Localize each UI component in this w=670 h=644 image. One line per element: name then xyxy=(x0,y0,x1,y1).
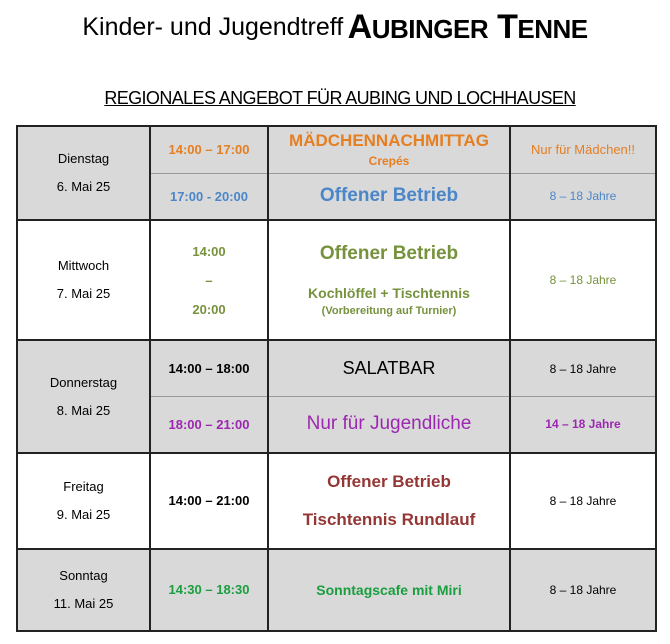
time-start: 14:00 xyxy=(192,243,226,259)
day-cell-thursday xyxy=(17,340,150,452)
age-cell: 8 – 18 Jahre xyxy=(510,173,656,220)
activity-title: Offener Betrieb xyxy=(327,471,451,491)
day-cell-wednesday xyxy=(17,220,150,340)
activity-subtitle: Tischtennis Rundlauf xyxy=(302,509,476,529)
day-name: Freitag xyxy=(63,478,104,494)
day-cell-tuesday xyxy=(17,126,150,220)
title-venue-initial-t: T xyxy=(497,8,518,46)
title-venue-rest-a: UBINGER xyxy=(371,14,489,44)
title-venue xyxy=(348,8,588,46)
activity-cell: Sonntagscafe mit Miri xyxy=(268,549,510,631)
day-date: 9. Mai 25 xyxy=(56,506,111,522)
title-venue-initial-a: A xyxy=(347,8,372,46)
day-name: Donnerstag xyxy=(49,374,118,390)
age-cell: 8 – 18 Jahre xyxy=(510,340,656,396)
activity-cell: Nur für Jugendliche xyxy=(268,397,510,453)
time-cell: 14:30 – 18:30 xyxy=(150,549,268,631)
age-cell: Nur für Mädchen!! xyxy=(510,126,656,173)
title-prefix: Kinder- und Jugendtreff xyxy=(82,13,344,41)
activity-cell xyxy=(268,126,510,173)
activity-title: MÄDCHENNACHMITTAG xyxy=(289,131,489,151)
day-date: 8. Mai 25 xyxy=(56,402,111,418)
time-dash: – xyxy=(205,272,213,288)
day-cell-sunday xyxy=(17,549,150,631)
table-row-tuesday-1 xyxy=(17,126,656,173)
table-row-friday xyxy=(17,453,656,549)
table-row-sunday xyxy=(17,549,656,631)
day-name: Dienstag xyxy=(57,151,110,167)
day-name: Sonntag xyxy=(59,567,108,583)
day-date: 11. Mai 25 xyxy=(53,595,114,611)
title-venue-rest-t: ENNE xyxy=(517,14,588,44)
time-cell: 14:00 – 21:00 xyxy=(150,453,268,549)
activity-cell xyxy=(268,220,510,340)
activity-title: Offener Betrieb xyxy=(319,243,459,265)
day-cell-friday xyxy=(17,453,150,549)
page-subtitle: REGIONALES ANGEBOT FÜR AUBING UND LOCHHAUSEN xyxy=(104,88,576,108)
day-date: 6. Mai 25 xyxy=(56,179,111,195)
table-row-thursday-1 xyxy=(17,340,656,396)
schedule-table xyxy=(16,125,657,632)
table-row-wednesday xyxy=(17,220,656,340)
day-name: Mittwoch xyxy=(57,258,110,274)
activity-cell: Offener Betrieb xyxy=(268,173,510,220)
activity-cell xyxy=(268,453,510,549)
activity-note: (Vorbereitung auf Turnier) xyxy=(321,305,457,318)
age-cell: 8 – 18 Jahre xyxy=(510,549,656,631)
time-cell: 18:00 – 21:00 xyxy=(150,397,268,453)
activity-subtitle: Kochlöffel + Tischtennis xyxy=(308,285,470,302)
activity-cell: SALATBAR xyxy=(268,340,510,396)
time-cell xyxy=(150,220,268,340)
page-title xyxy=(0,8,670,47)
activity-subtitle: Crepés xyxy=(368,154,410,169)
time-cell: 14:00 – 18:00 xyxy=(150,340,268,396)
time-cell: 17:00 - 20:00 xyxy=(150,173,268,220)
age-cell: 8 – 18 Jahre xyxy=(510,453,656,549)
day-date: 7. Mai 25 xyxy=(56,286,111,302)
time-end: 20:00 xyxy=(192,301,226,317)
age-cell: 8 – 18 Jahre xyxy=(510,220,656,340)
age-cell: 14 – 18 Jahre xyxy=(510,397,656,453)
time-cell: 14:00 – 17:00 xyxy=(150,126,268,173)
